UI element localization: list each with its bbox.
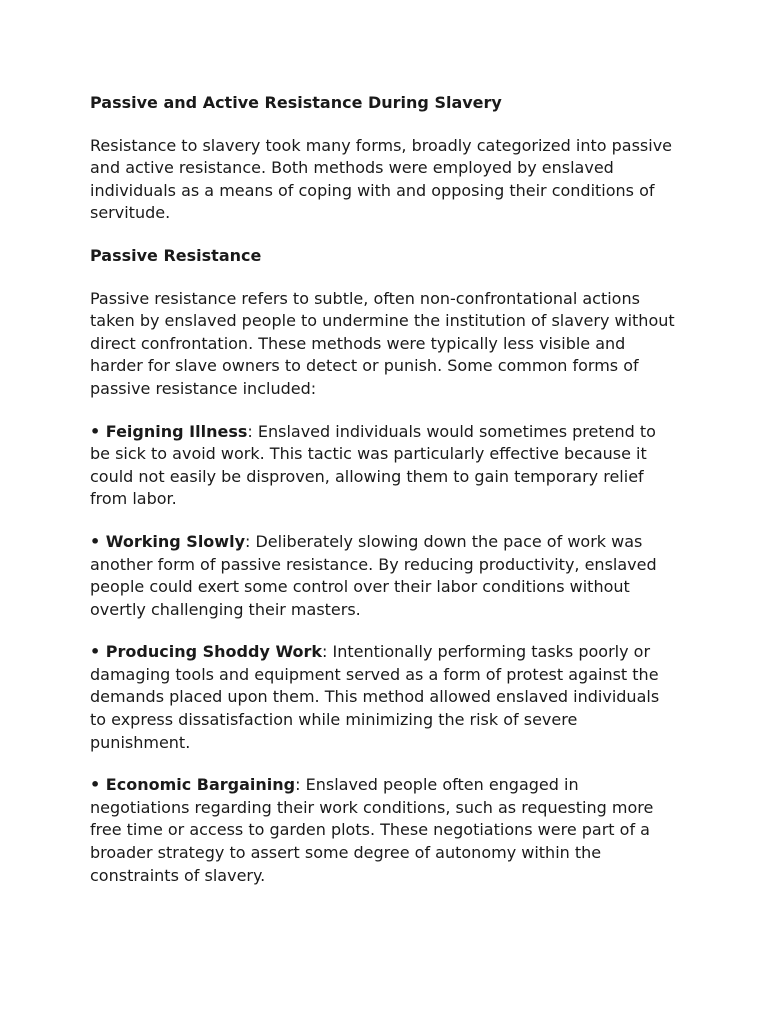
bullet-text: : Enslaved people often engaged in negotiations regarding their work conditions, such as requesting more free time or access to garden plots. These negotiations were part of a broader strategy to assert some degree of autonomy within the constraints of slavery. [90,775,654,885]
section-heading: Passive Resistance [90,245,262,265]
bullet-marker: • [90,421,106,441]
document-page [90,92,680,907]
document-title: Passive and Active Resistance During Slavery [90,93,502,112]
bullet-term: Producing Shoddy Work [105,642,323,662]
bullet-item [90,641,680,754]
bullet-item [90,531,680,621]
intro-paragraph: Resistance to slavery took many forms, broadly categorized into passive and active resistance. Both methods were employed by enslaved individuals as a means of coping with and opposing their conditions of servitude. [90,135,673,223]
bullet-marker: • [90,642,106,662]
bullet-term: Working Slowly [105,531,245,551]
bullet-text: : Deliberately slowing down the pace of work was another form of passive resistance. By reducing productivity, enslaved people could exert some control over their labor conditions without overtly challenging their masters. [90,531,657,619]
bullet-item [90,421,680,511]
bullet-text: : Intentionally performing tasks poorly or damaging tools and equipment served as a form of protest against the demands placed upon them. This method allowed enslaved individuals to express dissatisfaction while minimizing the risk of severe punishment. [90,642,660,752]
bullet-item [90,774,680,887]
bullet-marker: • [90,775,106,795]
section-intro-paragraph: Passive resistance refers to subtle, often non-confrontational actions taken by enslaved people to undermine the institution of slavery without direct confrontation. These methods were typically less visible and harder for slave owners to detect or punish. Some common forms of passive resistance included: [90,288,675,398]
bullet-text: : Enslaved individuals would sometimes pretend to be sick to avoid work. This tactic was particularly effective because it could not easily be disproven, allowing them to gain temporary relief from labor. [90,421,656,509]
bullet-marker: • [90,531,106,551]
bullet-term: Feigning Illness [105,421,248,441]
bullet-term: Economic Bargaining [105,775,296,795]
